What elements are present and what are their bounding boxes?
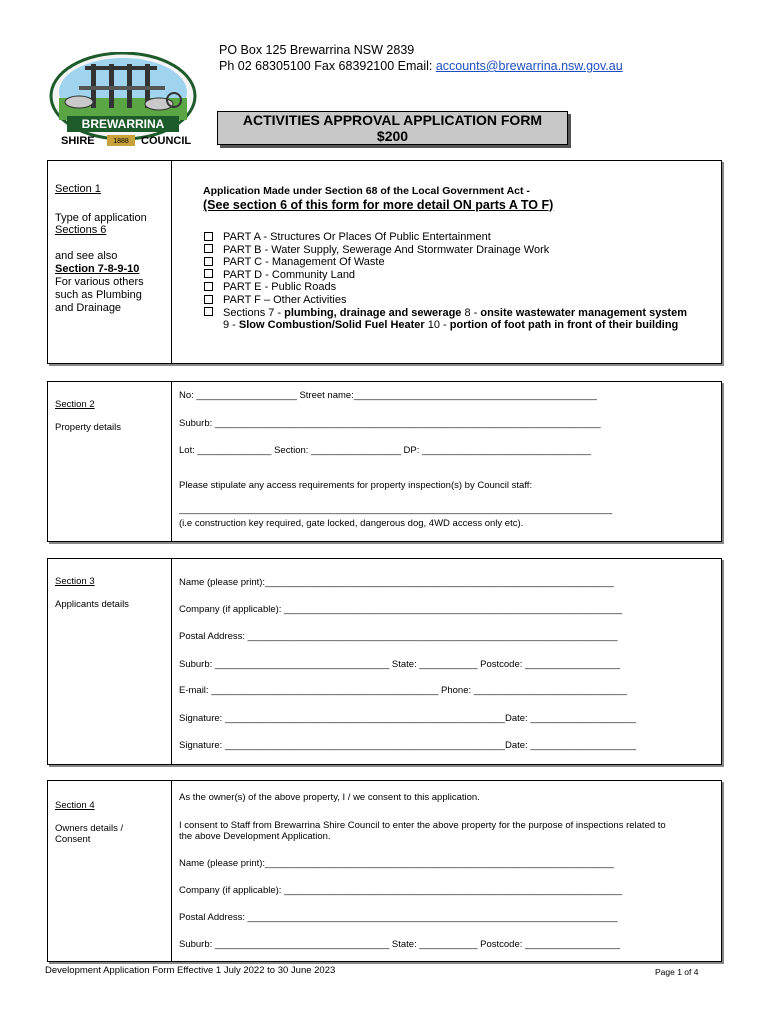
applicant-email-field[interactable]: E-mail: ___________________________________________ Phone: _____________________________: [179, 685, 627, 696]
section-3-label: Section 3: [55, 576, 95, 587]
applicant-name-field[interactable]: Name (please print):__________________________________________________________________: [179, 577, 614, 588]
sections-line-2: [204, 319, 687, 332]
logo-title: BREWARRINA: [81, 117, 165, 131]
part-e-checkbox[interactable]: [204, 282, 213, 291]
part-b-label: PART B - Water Supply, Sewerage And Stormwater Drainage Work: [223, 243, 550, 256]
owner-consent-text: As the owner(s) of the above property, I / we consent to this application.: [179, 792, 480, 803]
sections-mid: 8 -: [461, 306, 481, 319]
part-c-checkbox[interactable]: [204, 257, 213, 266]
line2-bold-1: Slow Combustion/Solid Fuel Heater: [238, 319, 425, 332]
section-ref: Section 7-8-9-10: [55, 263, 140, 275]
owner-suburb-field[interactable]: Suburb: _________________________________ State: ___________ Postcode: __________________: [179, 939, 621, 950]
part-e-label: PART E - Public Roads: [223, 281, 337, 294]
owner-company-field[interactable]: Company (if applicable): ________________________________________________________________: [179, 885, 623, 896]
access-example: (i.e construction key required, gate locked, dangerous dog, 4WD access only etc).: [179, 518, 524, 529]
various-1: For various others: [55, 276, 144, 288]
sections-7-10-checkbox[interactable]: [204, 307, 213, 316]
part-d-row[interactable]: [204, 269, 687, 282]
suburb-field[interactable]: Suburb: _________________________________________________________________________: [179, 418, 601, 429]
lot-section-dp-field[interactable]: Lot: ______________ Section: _________________ DP: ________________________________: [179, 445, 592, 456]
applicant-postal-field[interactable]: Postal Address: ______________________________________________________________________: [179, 631, 618, 642]
logo-year: 1888: [113, 138, 129, 145]
street-field[interactable]: No: ___________________ Street name:______________________________________________: [179, 390, 597, 401]
form-fee: $200: [376, 128, 409, 144]
owner-postal-field[interactable]: Postal Address: ______________________________________________________________________: [179, 912, 618, 923]
part-c-row[interactable]: [204, 256, 687, 269]
sections-6: Sections 6: [55, 224, 107, 236]
see-also: and see also: [55, 250, 118, 262]
part-b-checkbox[interactable]: [204, 244, 213, 253]
section-68-heading: Application Made under Section 68 of the Local Government Act -: [203, 185, 530, 197]
parts-list: [204, 231, 687, 332]
staff-consent-text-2: the above Development Application.: [179, 831, 331, 842]
part-f-label: PART F – Other Activities: [223, 293, 347, 306]
part-f-checkbox[interactable]: [204, 295, 213, 304]
part-e-row[interactable]: [204, 281, 687, 294]
section-2-box: [47, 381, 722, 542]
section-2-label: Section 2: [55, 399, 95, 410]
part-f-row[interactable]: [204, 294, 687, 307]
part-a-checkbox[interactable]: [204, 232, 213, 241]
council-address: PO Box 125 Brewarrina NSW 2839: [219, 43, 415, 57]
logo-council: COUNCIL: [141, 135, 192, 147]
type-of-application: Type of application: [55, 212, 147, 224]
section-3-box: [47, 558, 722, 765]
line2-bold-2: portion of foot path in front of their building: [449, 319, 679, 332]
part-c-label: PART C - Management Of Waste: [223, 256, 385, 269]
various-2: such as Plumbing: [55, 289, 142, 301]
form-title: ACTIVITIES APPROVAL APPLICATION FORM: [242, 112, 543, 128]
staff-consent-text-1: I consent to Staff from Brewarrina Shire Council to enter the above property for the purpose of inspections related to: [179, 820, 666, 831]
access-prompt: Please stipulate any access requirements for property inspection(s) by Council staff:: [179, 480, 533, 491]
part-a-label: PART A - Structures Or Places Of Public Entertainment: [223, 231, 491, 243]
part-b-row[interactable]: [204, 244, 687, 257]
section-4-box: [47, 780, 722, 962]
part-d-label: PART D - Community Land: [223, 268, 356, 281]
applicant-suburb-field[interactable]: Suburb: _________________________________ State: ___________ Postcode: __________________: [179, 659, 621, 670]
sections-bold-2: onsite wastewater management system: [480, 306, 687, 319]
logo-shire: SHIRE: [61, 135, 95, 147]
council-logo: [49, 52, 197, 150]
owners-details-label: Owners details /: [55, 823, 124, 834]
section-1-label: Section 1: [55, 183, 101, 195]
council-contact: [219, 59, 623, 73]
sections-7-10-row[interactable]: [204, 307, 687, 320]
access-field[interactable]: __________________________________________________________________________________: [179, 504, 613, 515]
section-1-box: [47, 160, 722, 364]
contact-prefix: Ph 02 68305100 Fax 68392100 Email:: [219, 59, 436, 73]
line2-mid: 10 -: [424, 319, 450, 332]
applicants-details-label: Applicants details: [55, 599, 129, 610]
owner-name-field[interactable]: Name (please print):__________________________________________________________________: [179, 858, 614, 869]
property-details-label: Property details: [55, 422, 122, 433]
email-link[interactable]: accounts@brewarrina.nsw.gov.au: [435, 59, 623, 73]
consent-label: Consent: [55, 834, 91, 845]
various-3: and Drainage: [55, 302, 122, 314]
form-title-box: [217, 111, 568, 145]
sections-prefix: Sections 7 -: [223, 306, 285, 319]
footer-effective-text: Development Application Form Effective 1 July 2022 to 30 June 2023: [45, 965, 336, 976]
line2-prefix: 9 -: [223, 319, 239, 332]
applicant-company-field[interactable]: Company (if applicable): ________________________________________________________________: [179, 604, 623, 615]
section-68-subheading: (See section 6 of this form for more detail ON parts A TO F): [203, 198, 554, 212]
applicant-signature-1[interactable]: Signature: _____________________________________________________Date: ____________________: [179, 713, 636, 724]
part-d-checkbox[interactable]: [204, 269, 213, 278]
sections-bold-1: plumbing, drainage and sewerage: [284, 306, 462, 319]
page-number: Page 1 of 4: [655, 967, 699, 977]
part-a-row[interactable]: [204, 231, 687, 244]
section-4-label: Section 4: [55, 800, 95, 811]
applicant-signature-2[interactable]: Signature: _____________________________________________________Date: ____________________: [179, 740, 636, 751]
